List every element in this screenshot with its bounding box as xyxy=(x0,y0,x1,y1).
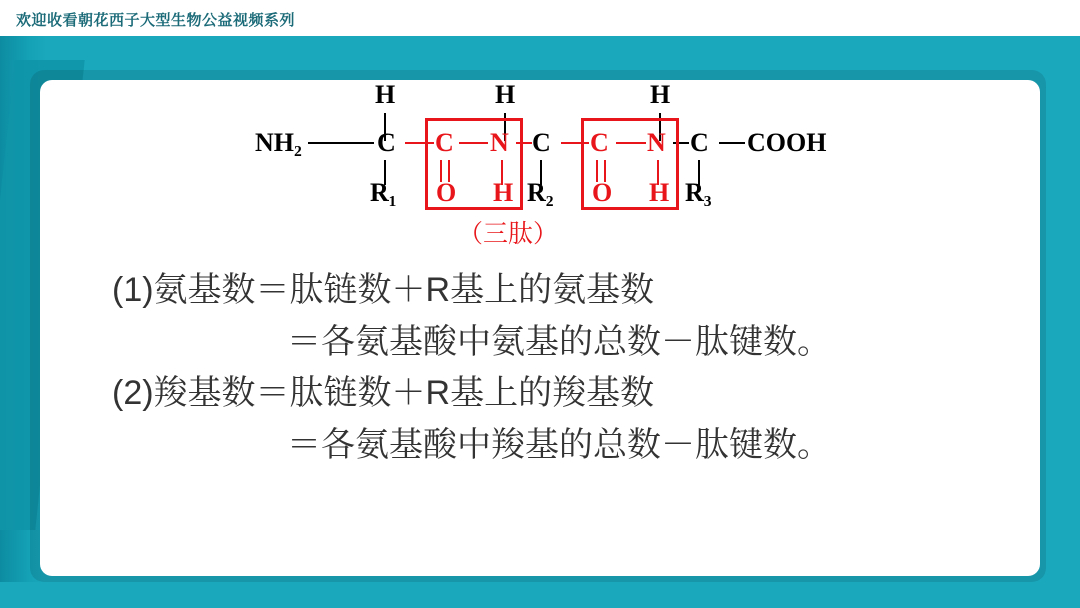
atom-r1: R₁ xyxy=(370,178,397,207)
atom-nh2: NH₂ xyxy=(255,128,302,157)
atom-peptide1-h: H xyxy=(493,178,514,207)
atom-r3: R₃ xyxy=(685,178,712,207)
atom-peptide1-c: C xyxy=(435,128,454,157)
atom-peptide1-o: O xyxy=(436,178,457,207)
peptide-bond-box-1 xyxy=(425,118,523,210)
atom-h-top-1: H xyxy=(375,80,396,109)
atom-c3: C xyxy=(690,128,709,157)
atom-r2: R₂ xyxy=(527,178,554,207)
explanation-text-block xyxy=(112,265,1012,472)
decoration-bottom-band xyxy=(0,582,1080,608)
atom-c1: C xyxy=(377,128,396,157)
atom-c2: C xyxy=(532,128,551,157)
atom-cooh: COOH xyxy=(747,128,827,157)
top-banner xyxy=(0,0,1080,36)
text-line-1: (1)氨基数＝肽链数＋R基上的氨基数 xyxy=(112,271,655,309)
text-line-3: (2)羧基数＝肽链数＋R基上的羧基数 xyxy=(112,374,655,413)
content-card xyxy=(40,80,1040,576)
bond-c3-cooh xyxy=(719,142,745,144)
peptide-structure-diagram xyxy=(40,80,1040,248)
text-line-4: ＝各氨基酸中羧基的总数－肽键数。 xyxy=(287,426,831,465)
atom-peptide1-n: N xyxy=(490,128,509,157)
atom-peptide2-n: N xyxy=(647,128,666,157)
banner-title: 欢迎收看朝花西子大型生物公益视频系列 xyxy=(16,12,296,29)
atom-peptide2-h: H xyxy=(649,178,670,207)
atom-h-top-3: H xyxy=(650,80,671,109)
text-line-2: ＝各氨基酸中氨基的总数－肽键数。 xyxy=(287,322,831,361)
structure-caption: （三肽） xyxy=(458,221,559,248)
bond-nh2-c1 xyxy=(308,142,374,144)
atom-h-top-2: H xyxy=(495,80,516,109)
atom-peptide2-o: O xyxy=(592,178,613,207)
atom-peptide2-c: C xyxy=(590,128,609,157)
peptide-bond-box-2 xyxy=(581,118,679,210)
